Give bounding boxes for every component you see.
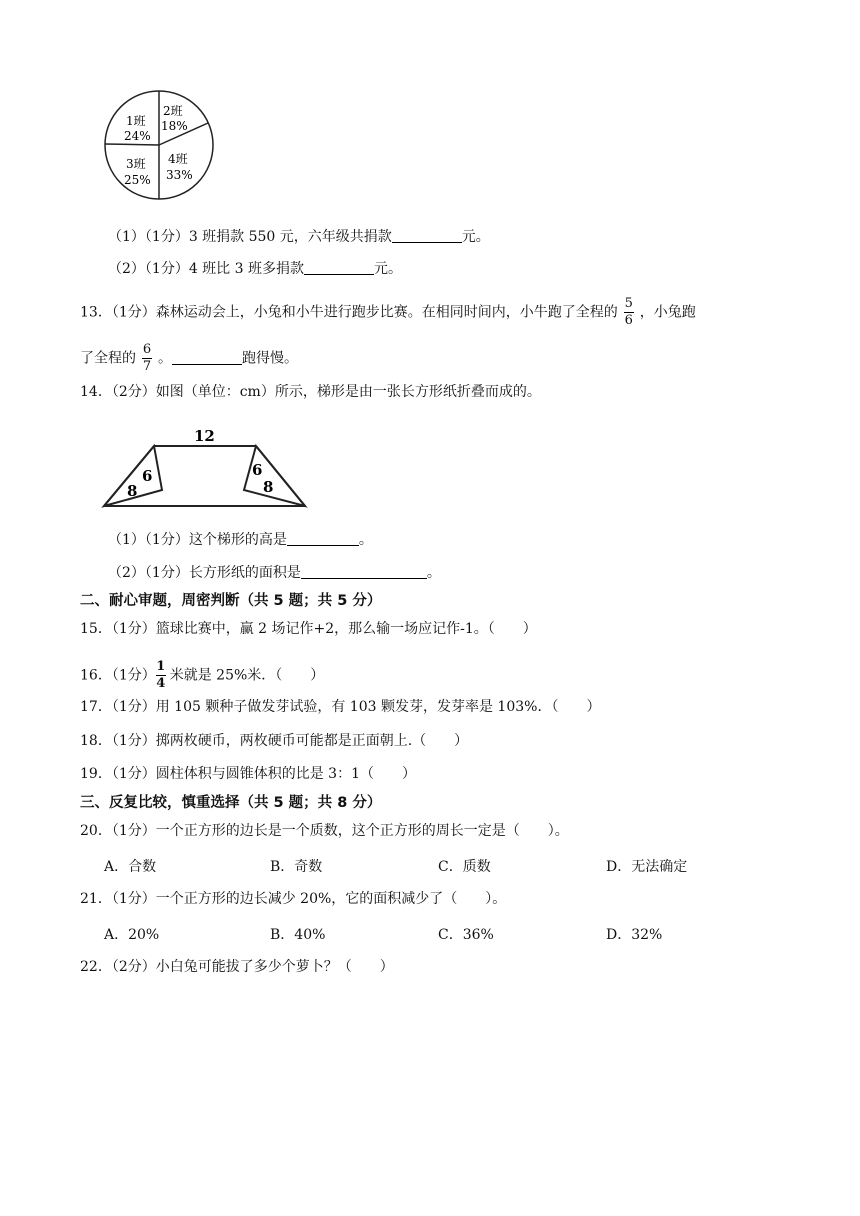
label-right-b: 8 (263, 478, 274, 496)
q20-text: 20．（1分）一个正方形的边长是一个质数，这个正方形的周长一定是（ ）。 (80, 823, 569, 839)
q14-sub1-prefix: （1）（1分）这个梯形的高是 (108, 532, 287, 548)
q13-line2-mid: 。 (158, 350, 172, 367)
q12-sub1-prefix: （1）（1分）3 班捐款 550 元，六年级共捐款 (108, 229, 392, 245)
q20-option-b[interactable]: B．奇数 (270, 859, 323, 875)
q13-line2-suffix: 跑得慢。 (242, 350, 298, 367)
pie-value-1: 24% (124, 129, 151, 143)
pie-chart (100, 86, 218, 204)
pie-label-2: 2班 (163, 104, 183, 118)
q13-line1 (80, 297, 696, 328)
pie-value-3: 25% (124, 173, 151, 187)
q19-text: 19．（1分）圆柱体积与圆锥体积的比是 3：1（ ） (80, 766, 416, 782)
pie-value-2: 18% (161, 119, 188, 133)
q12-sub2-prefix: （2）（1分）4 班比 3 班多捐款 (108, 261, 304, 277)
label-top: 12 (194, 427, 215, 445)
q14-sub2-prefix: （2）（1分）长方形纸的面积是 (108, 565, 301, 581)
fraction-numerator: 1 (156, 659, 166, 674)
pie-label-3: 3班 (126, 157, 146, 171)
q12-sub1 (108, 227, 490, 247)
q20-option-d[interactable]: D．无法确定 (606, 859, 688, 875)
pie-value-4: 33% (166, 168, 193, 182)
q21-option-d[interactable]: D．32% (606, 927, 663, 943)
answer-blank[interactable] (301, 564, 427, 579)
q14-sub1 (108, 530, 373, 550)
q14-sub2 (108, 563, 441, 583)
q16-prefix: 16．（1分） (80, 667, 156, 684)
q14-text: 14．（2分）如图（单位：cm）所示，梯形是由一张长方形纸折叠而成的。 (80, 384, 541, 400)
q22-text: 22．（2分）小白兔可能拔了多少个萝卜？（ ） (80, 959, 394, 975)
fraction (156, 660, 166, 691)
section-heading-2: 二、耐心审题，周密判断（共 5 题；共 5 分） (80, 593, 382, 609)
label-left-a: 6 (142, 467, 153, 485)
q12-sub2-suffix: 元。 (373, 261, 402, 277)
pie-label-1: 1班 (126, 114, 146, 128)
q13-line2 (80, 343, 298, 374)
trapezoid-figure (100, 424, 312, 510)
answer-blank[interactable] (172, 350, 242, 365)
q21-option-a[interactable]: A．20% (104, 927, 160, 943)
q17-text: 17．（1分）用 105 颗种子做发芽试验，有 103 颗发芽，发芽率是 103%．（ ） (80, 699, 601, 715)
q15-text: 15．（1分）篮球比赛中，赢 2 场记作+2，那么输一场应记作-1。（ ） (80, 621, 537, 637)
q13-tail: ，小兔跑 (639, 304, 696, 321)
answer-blank[interactable] (392, 228, 462, 243)
q20-option-a[interactable]: A．合数 (104, 859, 157, 875)
label-left-b: 8 (127, 482, 138, 500)
q13-text: 13．（1分）森林运动会上，小兔和小牛进行跑步比赛。在相同时间内，小牛跑了全程的 (80, 304, 618, 321)
fraction-denominator: 6 (624, 313, 633, 328)
q21-option-c[interactable]: C．36% (438, 927, 494, 943)
q14-sub2-suffix: 。 (426, 565, 441, 581)
fraction (624, 297, 634, 328)
fraction-denominator: 4 (156, 676, 166, 691)
q14-sub1-suffix: 。 (358, 532, 373, 548)
q16-suffix: 米就是 25%米．（ ） (169, 667, 325, 684)
answer-blank[interactable] (287, 531, 359, 546)
q20-option-c[interactable]: C．质数 (438, 859, 491, 875)
q13-line2-prefix: 了全程的 (80, 350, 136, 367)
fraction-numerator: 6 (142, 342, 152, 357)
fraction (142, 343, 152, 374)
q21-option-b[interactable]: B．40% (270, 927, 326, 943)
label-right-a: 6 (252, 461, 263, 479)
q16 (80, 660, 324, 691)
section-heading-3: 三、反复比较，慎重选择（共 5 题；共 8 分） (80, 795, 382, 811)
q12-sub2 (108, 259, 402, 279)
fraction-numerator: 5 (624, 296, 633, 311)
fraction-denominator: 7 (142, 359, 152, 374)
pie-label-4: 4班 (168, 152, 188, 166)
q12-sub1-suffix: 元。 (461, 229, 490, 245)
pie-divider-left (105, 144, 159, 145)
answer-blank[interactable] (304, 260, 374, 275)
q18-text: 18．（1分）掷两枚硬币，两枚硬币可能都是正面朝上.（ ） (80, 733, 469, 749)
q21-text: 21．（1分）一个正方形的边长减少 20%，它的面积减少了（ ）。 (80, 891, 507, 907)
